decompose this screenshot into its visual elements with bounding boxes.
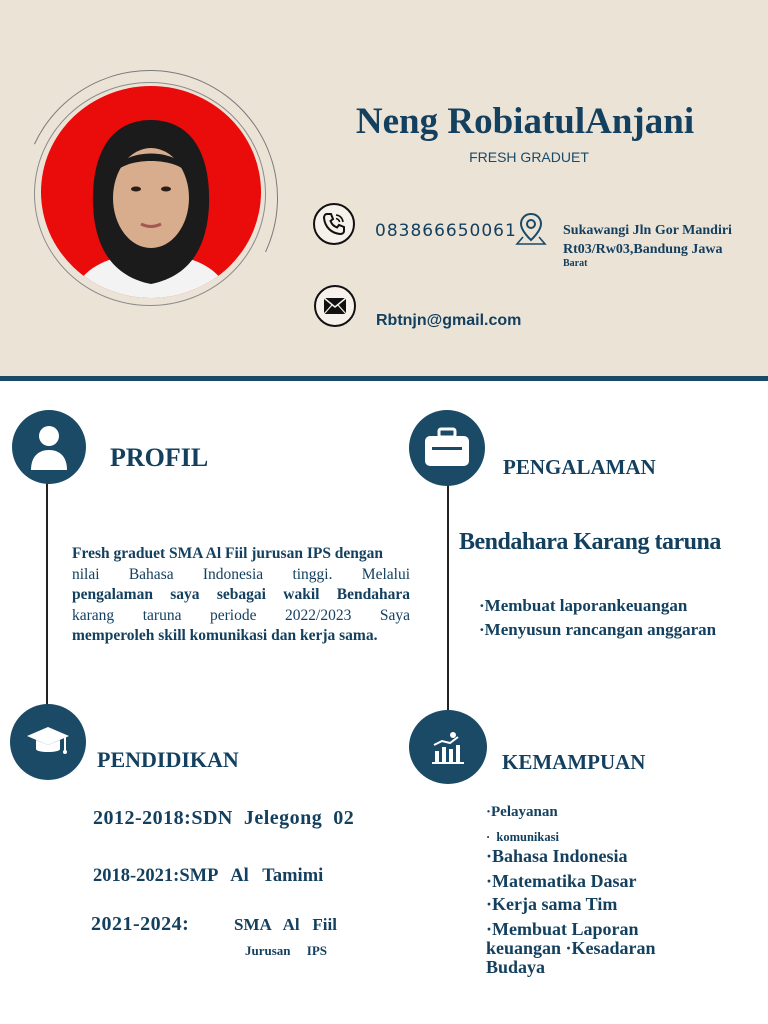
briefcase-icon (409, 410, 485, 486)
education-school: SMA Al Fiil (234, 915, 337, 934)
graduation-cap-icon (10, 704, 86, 780)
profile-photo (41, 86, 261, 298)
experience-item: ·Membuat laporankeuangan (479, 596, 688, 615)
address-city: Barat (563, 258, 588, 269)
profile-line: Fresh graduet SMA Al Fiil jurusan IPS dengan (72, 545, 384, 562)
profile-line: memperoleh skill komunikasi dan kerja sama. (72, 627, 378, 644)
skills-title: KEMAMPUAN (502, 750, 646, 774)
skill-item: ·Bahasa Indonesia (486, 846, 628, 866)
timeline-line-right (447, 478, 449, 714)
skill-item: ·Membuat Laporan (486, 919, 639, 939)
timeline-line-left (46, 478, 48, 718)
phone-icon (313, 203, 355, 245)
location-pin-icon (514, 211, 548, 247)
skill-item: ·Kerja sama Tim (486, 894, 618, 914)
skill-item: Budaya (486, 957, 546, 977)
skill-item: ·Pelayanan (486, 804, 558, 820)
profile-line: karang taruna periode 2022/2023 Saya (72, 606, 410, 624)
education-major: Jurusan IPS (245, 943, 327, 958)
education-entry: 2018-2021:SMP Al Tamimi (93, 866, 324, 886)
email-address[interactable]: Rbtnjn@gmail.com (376, 312, 522, 329)
profile-summary (72, 544, 410, 647)
profile-line: nilai Bahasa Indonesia tinggi. Melalui (72, 565, 410, 583)
phone-number: 083866650061 (375, 221, 517, 241)
candidate-role: FRESH GRADUET (469, 149, 589, 165)
education-entry: 2012-2018:SDN Jelegong 02 (93, 807, 355, 829)
experience-title: PENGALAMAN (503, 455, 656, 479)
education-title: PENDIDIKAN (97, 747, 239, 772)
header-divider (0, 376, 768, 381)
profile-line: pengalaman saya sebagai wakil Bendahara (72, 586, 410, 603)
education-years: 2021-2024: (91, 913, 190, 935)
experience-role: Bendahara Karang taruna (459, 529, 721, 555)
chart-growth-icon (409, 710, 487, 784)
skill-item: keuangan ·Kesadaran (486, 938, 656, 958)
skill-item: · komunikasi (486, 830, 559, 844)
profile-title: PROFIL (110, 443, 209, 472)
experience-item: ·Menyusun rancangan anggaran (479, 620, 717, 639)
address-line: Sukawangi Jln Gor Mandiri Rt03/Rw03,Bandung Jawa (563, 223, 732, 257)
envelope-icon (314, 285, 356, 327)
candidate-name: Neng RobiatulAnjani (355, 101, 695, 142)
user-icon (12, 410, 86, 484)
skill-item: ·Matematika Dasar (486, 871, 637, 891)
